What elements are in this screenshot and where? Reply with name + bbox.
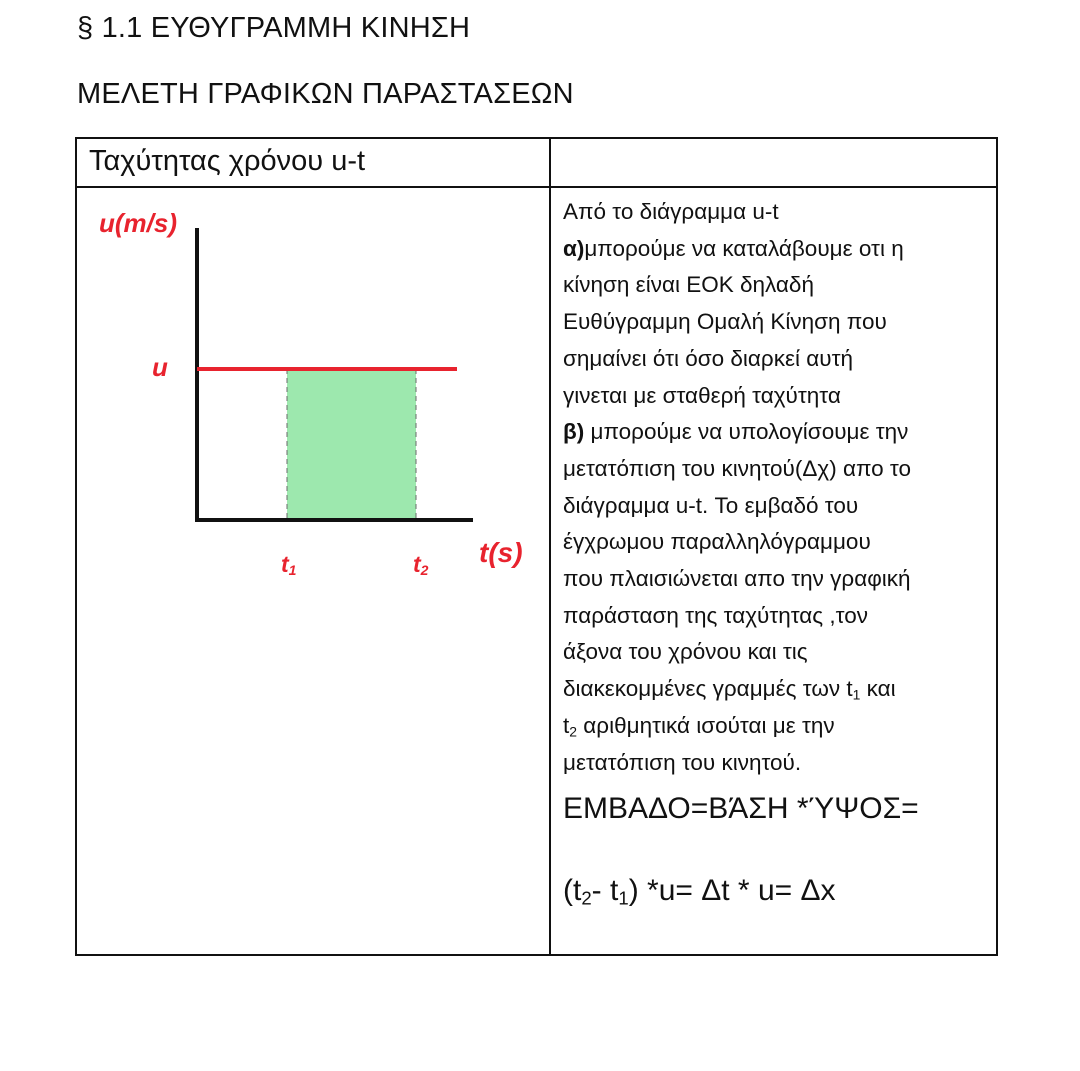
text-line: έγχρωμου παραλληλόγραμμου bbox=[563, 529, 871, 555]
item-b-marker: β) bbox=[563, 419, 585, 445]
text-line: β) μπορούμε να υπολογίσουμε την bbox=[563, 419, 909, 445]
text-line: Από το διάγραμμα u-t bbox=[563, 199, 779, 224]
velocity-time-graph bbox=[77, 188, 547, 608]
text-line: Ευθύγραμμη Ομαλή Κίνηση που bbox=[563, 309, 887, 335]
text-line: που πλαισιώνεται απο την γραφική bbox=[563, 566, 911, 592]
text-line: σημαίνει ότι όσο διαρκεί αυτή bbox=[563, 345, 853, 371]
text-line: άξονα του χρόνου και τις bbox=[563, 639, 808, 665]
left-column-header: Ταχύτητας χρόνου u-t bbox=[89, 145, 366, 177]
text-line: κίνηση είναι ΕΟΚ δηλαδή bbox=[563, 272, 814, 298]
text-line: α)μπορούμε να καταλάβουμε οτι η bbox=[563, 235, 904, 261]
text-line: παράσταση της ταχύτητας ,τον bbox=[563, 602, 868, 628]
page-subtitle: ΜΕΛΕΤΗ ΓΡΑΦΙΚΩΝ ΠΑΡΑΣΤΑΣΕΩΝ bbox=[77, 78, 574, 110]
item-a-marker: α) bbox=[563, 235, 585, 261]
text-line: διακεκομμένες γραμμές των $t_1$ και bbox=[563, 676, 896, 703]
text-line: διάγραμμα u-t. Το εμβαδό του bbox=[563, 492, 859, 518]
table-column-divider bbox=[549, 139, 551, 954]
text-line: $t_2$ αριθμητικά ισούται με την bbox=[563, 712, 835, 740]
page-title: § 1.1 ΕΥΘΥΓΡΑΜΜΗ ΚΙΝΗΣΗ bbox=[77, 12, 471, 44]
t2-label: t2 bbox=[413, 551, 429, 578]
area-formula: ΕΜΒΑΔΟ=ΒΆΣΗ *ΎΨΟΣ= bbox=[563, 792, 919, 825]
level-label: u bbox=[152, 352, 168, 382]
text-line: μετατόπιση του κινητού. bbox=[563, 749, 802, 775]
text-line: μετατόπιση του κινητού(Δχ) απο το bbox=[563, 455, 912, 481]
displacement-formula: ($t_2-$ $t_1$) *u= Δt * u= Δx bbox=[563, 874, 836, 909]
text-line: γινεται με σταθερή ταχύτητα bbox=[563, 382, 841, 408]
t1-label: t1 bbox=[281, 551, 297, 578]
x-axis-label: t(s) bbox=[479, 537, 523, 568]
explanation-text bbox=[563, 194, 991, 781]
displacement-area bbox=[287, 369, 416, 520]
y-axis-label: u(m/s) bbox=[99, 208, 177, 238]
content-table bbox=[75, 137, 998, 956]
